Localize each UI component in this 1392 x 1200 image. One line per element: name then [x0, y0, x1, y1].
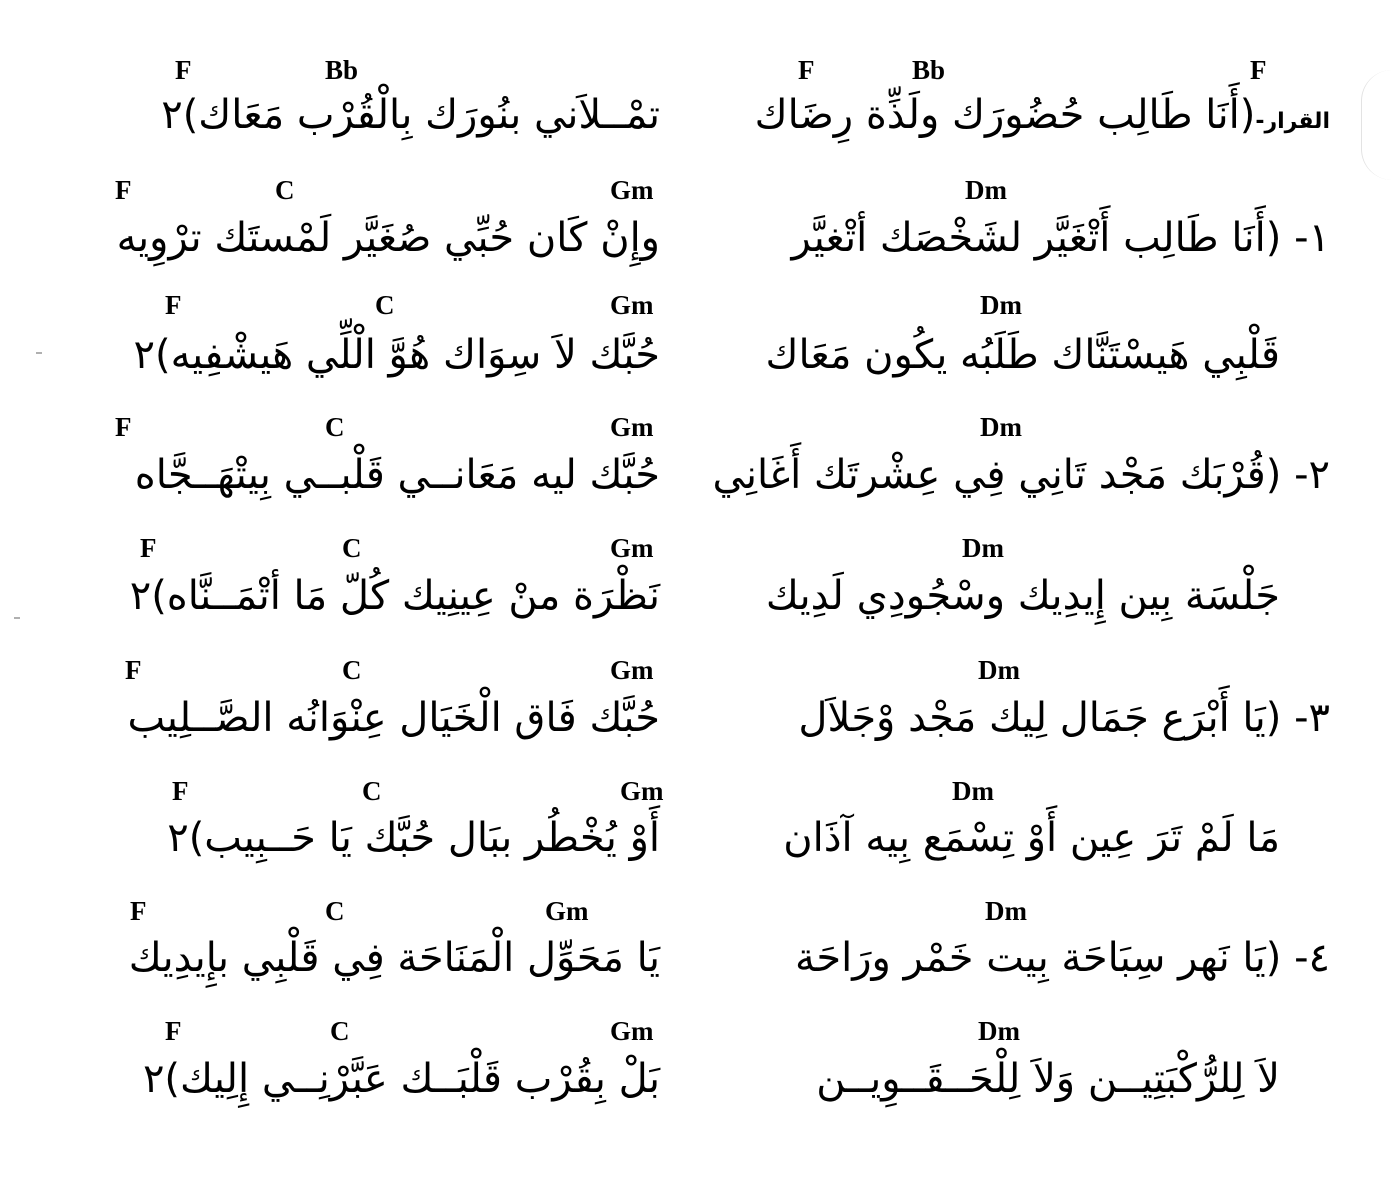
chord: Dm	[985, 896, 1027, 926]
chord: Dm	[978, 1016, 1020, 1046]
chord: Gm	[610, 655, 654, 685]
chord: C	[342, 655, 362, 685]
lyric-line	[690, 1049, 1280, 1109]
verse-number: ٣-	[1294, 695, 1330, 741]
lyric-line	[740, 208, 1330, 268]
chord: F	[798, 55, 815, 85]
lyric-text: قَلْبِي هَيسْتَنَّاك طَلَبُه يكُون مَعَاك	[765, 332, 1280, 378]
scan-speck	[36, 352, 42, 354]
lyric-text: نَظْرَة منْ عِينِيك كُلّ مَا أتْمَــنَّاه)٢	[129, 573, 660, 619]
lyric-line	[740, 688, 1330, 748]
chord: C	[275, 175, 295, 205]
lyric-line	[690, 325, 1280, 385]
chord: C	[325, 412, 345, 442]
chord: Dm	[952, 776, 994, 806]
chord: F	[115, 175, 132, 205]
chord: F	[175, 55, 192, 85]
chord: F	[130, 896, 147, 926]
chord: Gm	[610, 533, 654, 563]
lyric-line	[60, 325, 660, 385]
chord: Gm	[610, 290, 654, 320]
verse-number: ١-	[1294, 215, 1330, 261]
chord: Gm	[610, 412, 654, 442]
lyric-line	[740, 928, 1330, 988]
chord: Bb	[325, 55, 359, 85]
lyric-text: (قُرْبَك مَجْد تَانِي فِي عِشْرتَك أَغَانِي	[712, 452, 1282, 498]
chord: C	[325, 896, 345, 926]
left-column	[70, 0, 664, 1200]
chord: Dm	[978, 655, 1020, 685]
lyric-text: حُبَّك لاَ سِوَاك هُوَّ الْلِّي هَيشْفِيه)٢	[133, 332, 660, 378]
lyric-line	[60, 208, 660, 268]
scan-speck	[14, 617, 20, 619]
lyric-text: مَا لَمْ تَرَ عِين أَوْ تِسْمَع بِيه آذَان	[783, 815, 1280, 861]
lyric-line	[60, 808, 660, 868]
chord: Gm	[620, 776, 664, 806]
chord: F	[165, 1016, 182, 1046]
chord: C	[362, 776, 382, 806]
lyric-text: (أَنَا طَالِب أَتْغَيَّر لشَخْصَك أتْغيَّر	[791, 215, 1282, 261]
verse-number: ٤-	[1294, 935, 1330, 981]
chord: F	[140, 533, 157, 563]
chord: F	[125, 655, 142, 685]
chord: C	[330, 1016, 350, 1046]
lyric-line	[60, 566, 660, 626]
right-column	[712, 0, 1330, 1200]
scan-edge-mark	[1361, 70, 1392, 180]
chord: Dm	[980, 290, 1022, 320]
lyric-text: (يَا أَبْرَع جَمَال لِيك مَجْد وْجَلاَل	[798, 695, 1282, 741]
chord: F	[165, 290, 182, 320]
lyric-text: بَلْ بِقُرْب قَلْبَــك عَبَّرْنِــي إِلِيك)٢	[142, 1056, 660, 1102]
chord: F	[172, 776, 189, 806]
lyric-text: وإِنْ كَان حُبِّي صُغَيَّر لَمْستَك ترْوِيه	[116, 215, 660, 261]
lyric-line	[690, 808, 1280, 868]
lyric-line	[60, 1049, 660, 1109]
lyric-line	[690, 566, 1280, 626]
lyric-line	[60, 928, 660, 988]
lyric-line	[60, 85, 660, 145]
chord: Gm	[545, 896, 589, 926]
chord: C	[375, 290, 395, 320]
chord: Bb	[912, 55, 946, 85]
lyric-text: أَوْ يُخْطُر ببَال حُبَّك يَا حَــبِيب)٢	[167, 815, 660, 861]
lyric-line	[712, 445, 1330, 505]
lyric-text: لاَ لِلرُّكْبَتِيــن وَلاَ لِلْحَــقَــوِيــن	[816, 1056, 1280, 1102]
chord: Dm	[965, 175, 1007, 205]
chord: Dm	[962, 533, 1004, 563]
lyric-text: يَا مَحَوِّل الْمَنَاحَة فِي قَلْبِي بإِيدِيك	[128, 935, 660, 981]
lyric-text: حُبَّك فَاق الْخَيَال عِنْوَانُه الصَّــلِيب	[127, 695, 660, 741]
chord: Gm	[610, 1016, 654, 1046]
lyric-text: حُبَّك ليه مَعَانــي قَلْبــي بِيتْهَــجَّاه	[134, 452, 660, 498]
lyric-text: (أَنَا طَالِب حُضُورَك ولَذِّة رِضَاك	[754, 92, 1256, 138]
lyric-text: تمْــلاَني بنُورَك بِالْقُرْب مَعَاك)٢	[161, 92, 660, 138]
chord: Dm	[980, 412, 1022, 442]
lyric-text: جَلْسَة بِين إِيدِيك وسْجُودِي لَدِيك	[765, 573, 1280, 619]
verse-number: ٢-	[1294, 452, 1330, 498]
chord: C	[342, 533, 362, 563]
lyric-text: (يَا نَهر سِبَاحَة بِيت خَمْر ورَاحَة	[794, 935, 1282, 981]
lyric-line	[60, 688, 660, 748]
chorus-label: القرار-	[1255, 109, 1330, 134]
lyric-line	[740, 85, 1330, 145]
chord: F	[1250, 55, 1267, 85]
chord: F	[115, 412, 132, 442]
lyric-line	[60, 445, 660, 505]
chord: Gm	[610, 175, 654, 205]
